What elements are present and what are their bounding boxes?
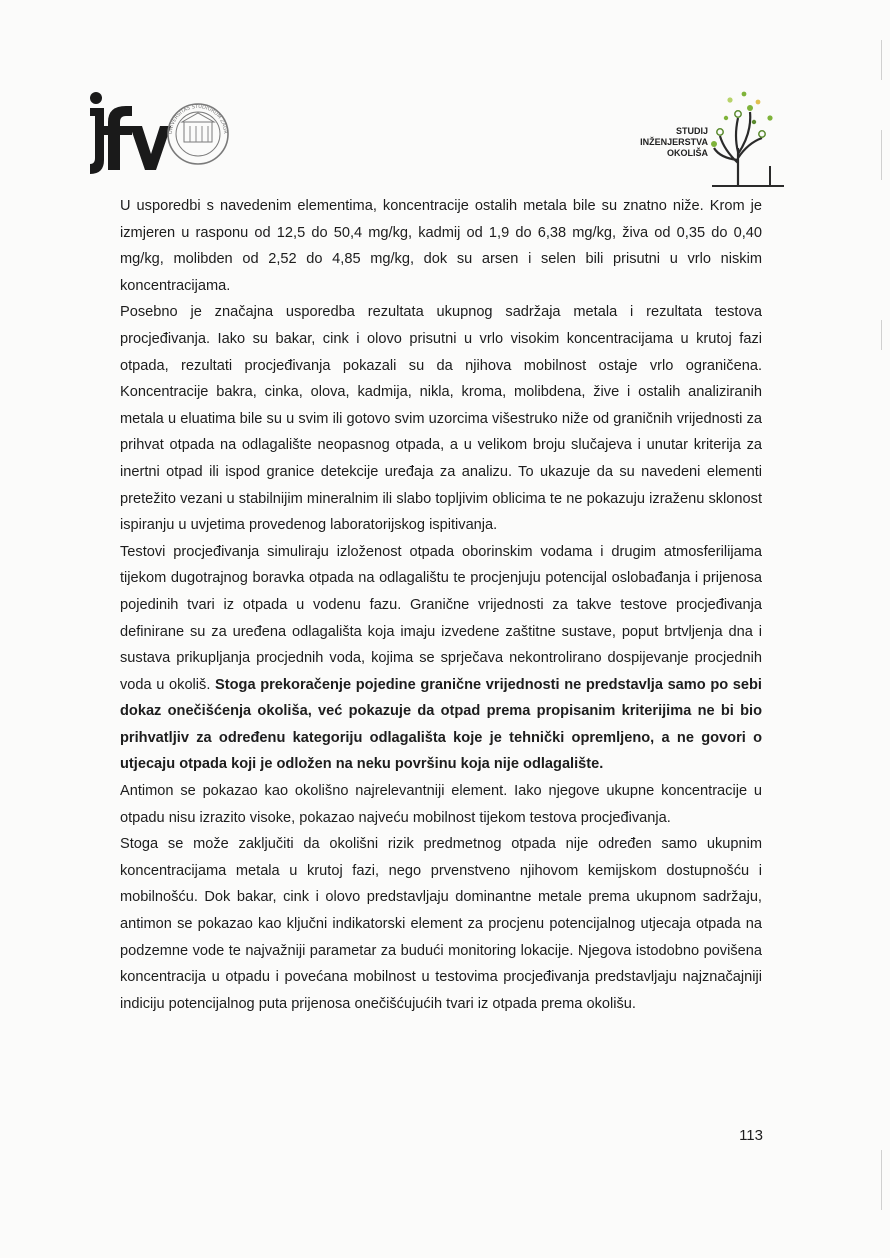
paragraph-3-normal-text: Testovi procjeđivanja simuliraju izloženost otpada oborinskim vodama i drugim atmosferilijama tijekom dugotrajnog boravka otpada na odlagalištu te procjenjuju potencijal oslobađanja i prijenosa pojedinih tvari iz otpada u vodenu fazu. Granične vrijednosti za takve testove procjeđivanja definirane su za uređena odlagališta koja imaju izvedene zaštitne sustave, poput brtvljenja dna i sustava prikupljanja procjednih voda, kojima se sprječava nekontrolirano dospijevanje procjednih voda u okoliš. bbox=[120, 543, 762, 693]
paragraph-1: U usporedbi s navedenim elementima, koncentracije ostalih metala bile su znatno niže. Krom je izmjeren u rasponu od 12,5 do 50,4 mg/kg, kadmij od 1,9 do 6,38 mg/kg, živa od 0,35 do 0,40 mg/kg, molibden od 2,52 do 4,85 mg/kg, dok su arsen i selen bili prisutni u vrlo niskim koncentracijama. bbox=[120, 198, 762, 294]
study-program-line2: INŽENJERSTVA bbox=[640, 137, 708, 147]
seal-text: UNIVERSITAS STUDIORUM ZAGR bbox=[167, 103, 229, 135]
study-program-name bbox=[640, 126, 708, 159]
page-number: 113 bbox=[739, 1127, 763, 1144]
paragraph-5: Stoga se može zaključiti da okolišni rizik predmetnog otpada nije određen samo ukupnim koncentracijama metala u krutoj fazi, nego prvenstveno njihovom kemijskom dostupnošću i mobilnošću. Dok bakar, cink i olovo predstavljaju dominantne metale prema ukupnom sadržaju, antimon se pokazao kao ključni indikatorski element za procjenu potencijalnog utjecaja otpada na podzemne vode te najvažniji parametar za budući monitoring lokacije. Njegova istodobno povišena koncentracija u otpadu i povećana mobilnost u testovima procjeđivanja predstavljaju najznačajniji indiciju potencijalnog puta prijenosa onečišćujućih tvari iz otpada prema okolišu. bbox=[120, 836, 762, 1012]
scan-edge-mark bbox=[881, 40, 882, 80]
page-header bbox=[86, 88, 806, 193]
scan-edge-mark bbox=[881, 130, 882, 180]
faculty-logo-icon bbox=[86, 88, 236, 188]
scan-edge-mark bbox=[881, 320, 882, 350]
paragraph-3-bold-text: Stoga prekoračenje pojedine granične vrijednosti ne predstavlja samo po sebi dokaz onečišćenja okoliša, već pokazuje da otpad prema propisanim kriterijima ne bi bio prihvatljiv za određenu kategoriju odlagališta koje je tehnički opremljeno, a ne govori o utjecaju otpada koji je odložen na neku površinu koja nije odlagalište. bbox=[120, 676, 762, 773]
faculty-logo bbox=[86, 88, 236, 188]
scan-edge-mark bbox=[881, 1150, 882, 1210]
paragraph-2: Posebno je značajna usporedba rezultata ukupnog sadržaja metala i rezultata testova procjeđivanja. Iako su bakar, cink i olovo prisutni u vrlo visokim koncentracijama u krutoj fazi otpada, rezultati procjeđivanja pokazali su da njihova mobilnost ostaje vrlo ograničena. Koncentracije bakra, cinka, olova, kadmija, nikla, kroma, molibdena, žive i ostalih analiziranih metala u eluatima bile su u svim ili gotovo svim uzorcima višestruko niže od graničnih vrijednosti za prihvat otpada na odlagalište neopasnog otpada, a u velikom broju slučajeva i unutar kriterija za inertni otpad ili ispod granice detekcije uređaja za analizu. To ukazuje da su navedeni elementi pretežito vezani u stabilnijim mineralnim ili slabo topljivim oblicima te ne pokazuju izraženu sklonost ispiranju u uvjetima provedenog laboratorijskog ispitivanja. bbox=[120, 304, 762, 534]
study-program-logo bbox=[608, 88, 788, 193]
paragraph-4: Antimon se pokazao kao okolišno najrelevantniji element. Iako njegove ukupne koncentracije u otpadu nisu izrazito visoke, pokazao najveću mobilnost tijekom testova procjeđivanja. bbox=[120, 783, 762, 826]
body-text bbox=[120, 193, 762, 1017]
study-program-line1: STUDIJ bbox=[675, 126, 708, 136]
tree-icon bbox=[710, 88, 788, 193]
study-program-line3: OKOLIŠA bbox=[666, 148, 708, 158]
paragraph-3 bbox=[120, 539, 762, 778]
